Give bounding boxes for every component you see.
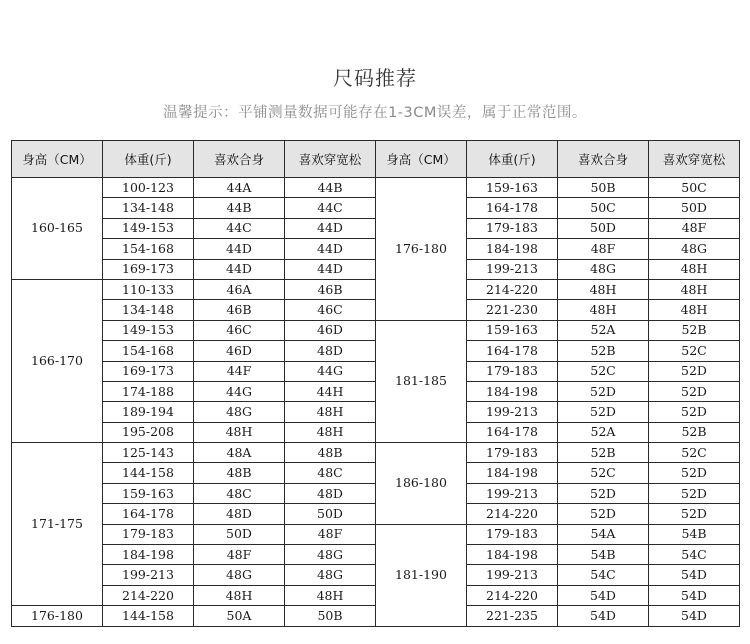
weight-cell: 110-133 [103, 279, 194, 299]
height-range-cell: 160-165 [12, 178, 103, 280]
weight-cell: 149-153 [103, 218, 194, 238]
fit-size-cell: 48B [194, 463, 285, 483]
height-range-cell: 171-175 [12, 443, 103, 606]
loose-size-cell: 48D [285, 483, 376, 503]
fit-size-cell: 46D [194, 341, 285, 361]
loose-size-cell: 48C [285, 463, 376, 483]
loose-size-cell: 52D [649, 361, 740, 381]
weight-cell: 199-213 [467, 565, 558, 585]
loose-size-cell: 50D [649, 198, 740, 218]
loose-size-cell: 54B [649, 524, 740, 544]
weight-cell: 154-168 [103, 341, 194, 361]
weight-cell: 195-208 [103, 422, 194, 442]
weight-cell: 179-183 [103, 524, 194, 544]
weight-cell: 159-163 [467, 178, 558, 198]
loose-size-cell: 44B [285, 178, 376, 198]
weight-cell: 164-178 [467, 198, 558, 218]
weight-cell: 159-163 [467, 320, 558, 340]
height-range-cell: 166-170 [12, 279, 103, 442]
weight-cell: 125-143 [103, 443, 194, 463]
fit-size-cell: 54A [558, 524, 649, 544]
fit-size-cell: 52D [558, 402, 649, 422]
fit-size-cell: 52D [558, 483, 649, 503]
page-title: 尺码推荐 [333, 66, 417, 90]
fit-size-cell: 54B [558, 545, 649, 565]
weight-cell: 164-178 [467, 341, 558, 361]
loose-size-cell: 52C [649, 341, 740, 361]
weight-cell: 199-213 [467, 259, 558, 279]
loose-size-cell: 48H [285, 585, 376, 605]
weight-cell: 184-198 [467, 239, 558, 259]
weight-cell: 199-213 [467, 402, 558, 422]
fit-size-cell: 46A [194, 279, 285, 299]
loose-size-cell: 48F [285, 524, 376, 544]
weight-cell: 179-183 [467, 443, 558, 463]
fit-size-cell: 44D [194, 259, 285, 279]
weight-cell: 164-178 [103, 504, 194, 524]
fit-size-cell: 48H [558, 279, 649, 299]
loose-size-cell: 48H [649, 279, 740, 299]
table-body [12, 178, 740, 627]
fit-size-cell: 44A [194, 178, 285, 198]
height-range-cell: 186-180 [376, 443, 467, 525]
header-fit-right: 喜欢合身 [558, 141, 649, 178]
fit-size-cell: 48D [194, 504, 285, 524]
weight-cell: 144-158 [103, 463, 194, 483]
loose-size-cell: 48H [285, 422, 376, 442]
loose-size-cell: 48H [285, 402, 376, 422]
table-row [12, 443, 740, 463]
fit-size-cell: 48H [194, 585, 285, 605]
loose-size-cell: 50B [285, 606, 376, 626]
table-row [12, 524, 740, 544]
fit-size-cell: 48C [194, 483, 285, 503]
fit-size-cell: 44G [194, 381, 285, 401]
loose-size-cell: 54D [649, 585, 740, 605]
loose-size-cell: 44D [285, 239, 376, 259]
loose-size-cell: 44G [285, 361, 376, 381]
loose-size-cell: 44H [285, 381, 376, 401]
loose-size-cell: 44D [285, 218, 376, 238]
loose-size-cell: 48G [649, 239, 740, 259]
table-row [12, 320, 740, 340]
loose-size-cell: 44D [285, 259, 376, 279]
fit-size-cell: 48G [194, 565, 285, 585]
weight-cell: 184-198 [103, 545, 194, 565]
header-fit-left: 喜欢合身 [194, 141, 285, 178]
weight-cell: 159-163 [103, 483, 194, 503]
header-weight-right: 体重(斤) [467, 141, 558, 178]
loose-size-cell: 46D [285, 320, 376, 340]
header-height-right: 身高（CM） [376, 141, 467, 178]
fit-size-cell: 52C [558, 463, 649, 483]
loose-size-cell: 48G [285, 545, 376, 565]
loose-size-cell: 50C [649, 178, 740, 198]
weight-cell: 214-220 [467, 279, 558, 299]
fit-size-cell: 46B [194, 300, 285, 320]
weight-cell: 179-183 [467, 218, 558, 238]
loose-size-cell: 52D [649, 463, 740, 483]
loose-size-cell: 52D [649, 402, 740, 422]
fit-size-cell: 48A [194, 443, 285, 463]
loose-size-cell: 44C [285, 198, 376, 218]
fit-size-cell: 44D [194, 239, 285, 259]
loose-size-cell: 48H [649, 259, 740, 279]
fit-size-cell: 44C [194, 218, 285, 238]
size-chart-table [11, 140, 740, 627]
fit-size-cell: 50C [558, 198, 649, 218]
fit-size-cell: 52A [558, 422, 649, 442]
loose-size-cell: 52D [649, 504, 740, 524]
header-height-left: 身高（CM） [12, 141, 103, 178]
weight-cell: 221-235 [467, 606, 558, 626]
fit-size-cell: 54C [558, 565, 649, 585]
weight-cell: 184-198 [467, 463, 558, 483]
weight-cell: 154-168 [103, 239, 194, 259]
header-row [12, 141, 740, 178]
fit-size-cell: 52B [558, 341, 649, 361]
loose-size-cell: 52D [649, 381, 740, 401]
weight-cell: 189-194 [103, 402, 194, 422]
weight-cell: 134-148 [103, 198, 194, 218]
loose-size-cell: 52B [649, 320, 740, 340]
fit-size-cell: 50A [194, 606, 285, 626]
weight-cell: 179-183 [467, 361, 558, 381]
weight-cell: 174-188 [103, 381, 194, 401]
header-loose-right: 喜欢穿宽松 [649, 141, 740, 178]
weight-cell: 214-220 [467, 504, 558, 524]
fit-size-cell: 52A [558, 320, 649, 340]
fit-size-cell: 54D [558, 606, 649, 626]
weight-cell: 179-183 [467, 524, 558, 544]
table-row [12, 178, 740, 198]
loose-size-cell: 52C [649, 443, 740, 463]
fit-size-cell: 44F [194, 361, 285, 381]
loose-size-cell: 48F [649, 218, 740, 238]
loose-size-cell: 46C [285, 300, 376, 320]
loose-size-cell: 54D [649, 606, 740, 626]
fit-size-cell: 48F [194, 545, 285, 565]
loose-size-cell: 48H [649, 300, 740, 320]
weight-cell: 214-220 [467, 585, 558, 605]
weight-cell: 169-173 [103, 361, 194, 381]
loose-size-cell: 50D [285, 504, 376, 524]
weight-cell: 199-213 [467, 483, 558, 503]
fit-size-cell: 48F [558, 239, 649, 259]
loose-size-cell: 48G [285, 565, 376, 585]
weight-cell: 169-173 [103, 259, 194, 279]
loose-size-cell: 46B [285, 279, 376, 299]
height-range-cell: 176-180 [376, 178, 467, 321]
fit-size-cell: 48G [194, 402, 285, 422]
weight-cell: 164-178 [467, 422, 558, 442]
fit-size-cell: 52C [558, 361, 649, 381]
fit-size-cell: 46C [194, 320, 285, 340]
header-loose-left: 喜欢穿宽松 [285, 141, 376, 178]
fit-size-cell: 48G [558, 259, 649, 279]
fit-size-cell: 44B [194, 198, 285, 218]
fit-size-cell: 52B [558, 443, 649, 463]
fit-size-cell: 50D [194, 524, 285, 544]
loose-size-cell: 48B [285, 443, 376, 463]
weight-cell: 184-198 [467, 381, 558, 401]
fit-size-cell: 54D [558, 585, 649, 605]
loose-size-cell: 54D [649, 565, 740, 585]
header-weight-left: 体重(斤) [103, 141, 194, 178]
weight-cell: 184-198 [467, 545, 558, 565]
loose-size-cell: 54C [649, 545, 740, 565]
height-range-cell: 176-180 [12, 606, 103, 626]
fit-size-cell: 50D [558, 218, 649, 238]
loose-size-cell: 48D [285, 341, 376, 361]
fit-size-cell: 50B [558, 178, 649, 198]
fit-size-cell: 48H [194, 422, 285, 442]
page-subtitle: 温馨提示：平铺测量数据可能存在1-3CM误差，属于正常范围。 [163, 105, 587, 121]
loose-size-cell: 52D [649, 483, 740, 503]
fit-size-cell: 52D [558, 504, 649, 524]
height-range-cell: 181-190 [376, 524, 467, 626]
weight-cell: 221-230 [467, 300, 558, 320]
fit-size-cell: 48H [558, 300, 649, 320]
weight-cell: 100-123 [103, 178, 194, 198]
fit-size-cell: 52D [558, 381, 649, 401]
loose-size-cell: 52B [649, 422, 740, 442]
weight-cell: 144-158 [103, 606, 194, 626]
weight-cell: 149-153 [103, 320, 194, 340]
height-range-cell: 181-185 [376, 320, 467, 442]
weight-cell: 214-220 [103, 585, 194, 605]
weight-cell: 134-148 [103, 300, 194, 320]
weight-cell: 199-213 [103, 565, 194, 585]
